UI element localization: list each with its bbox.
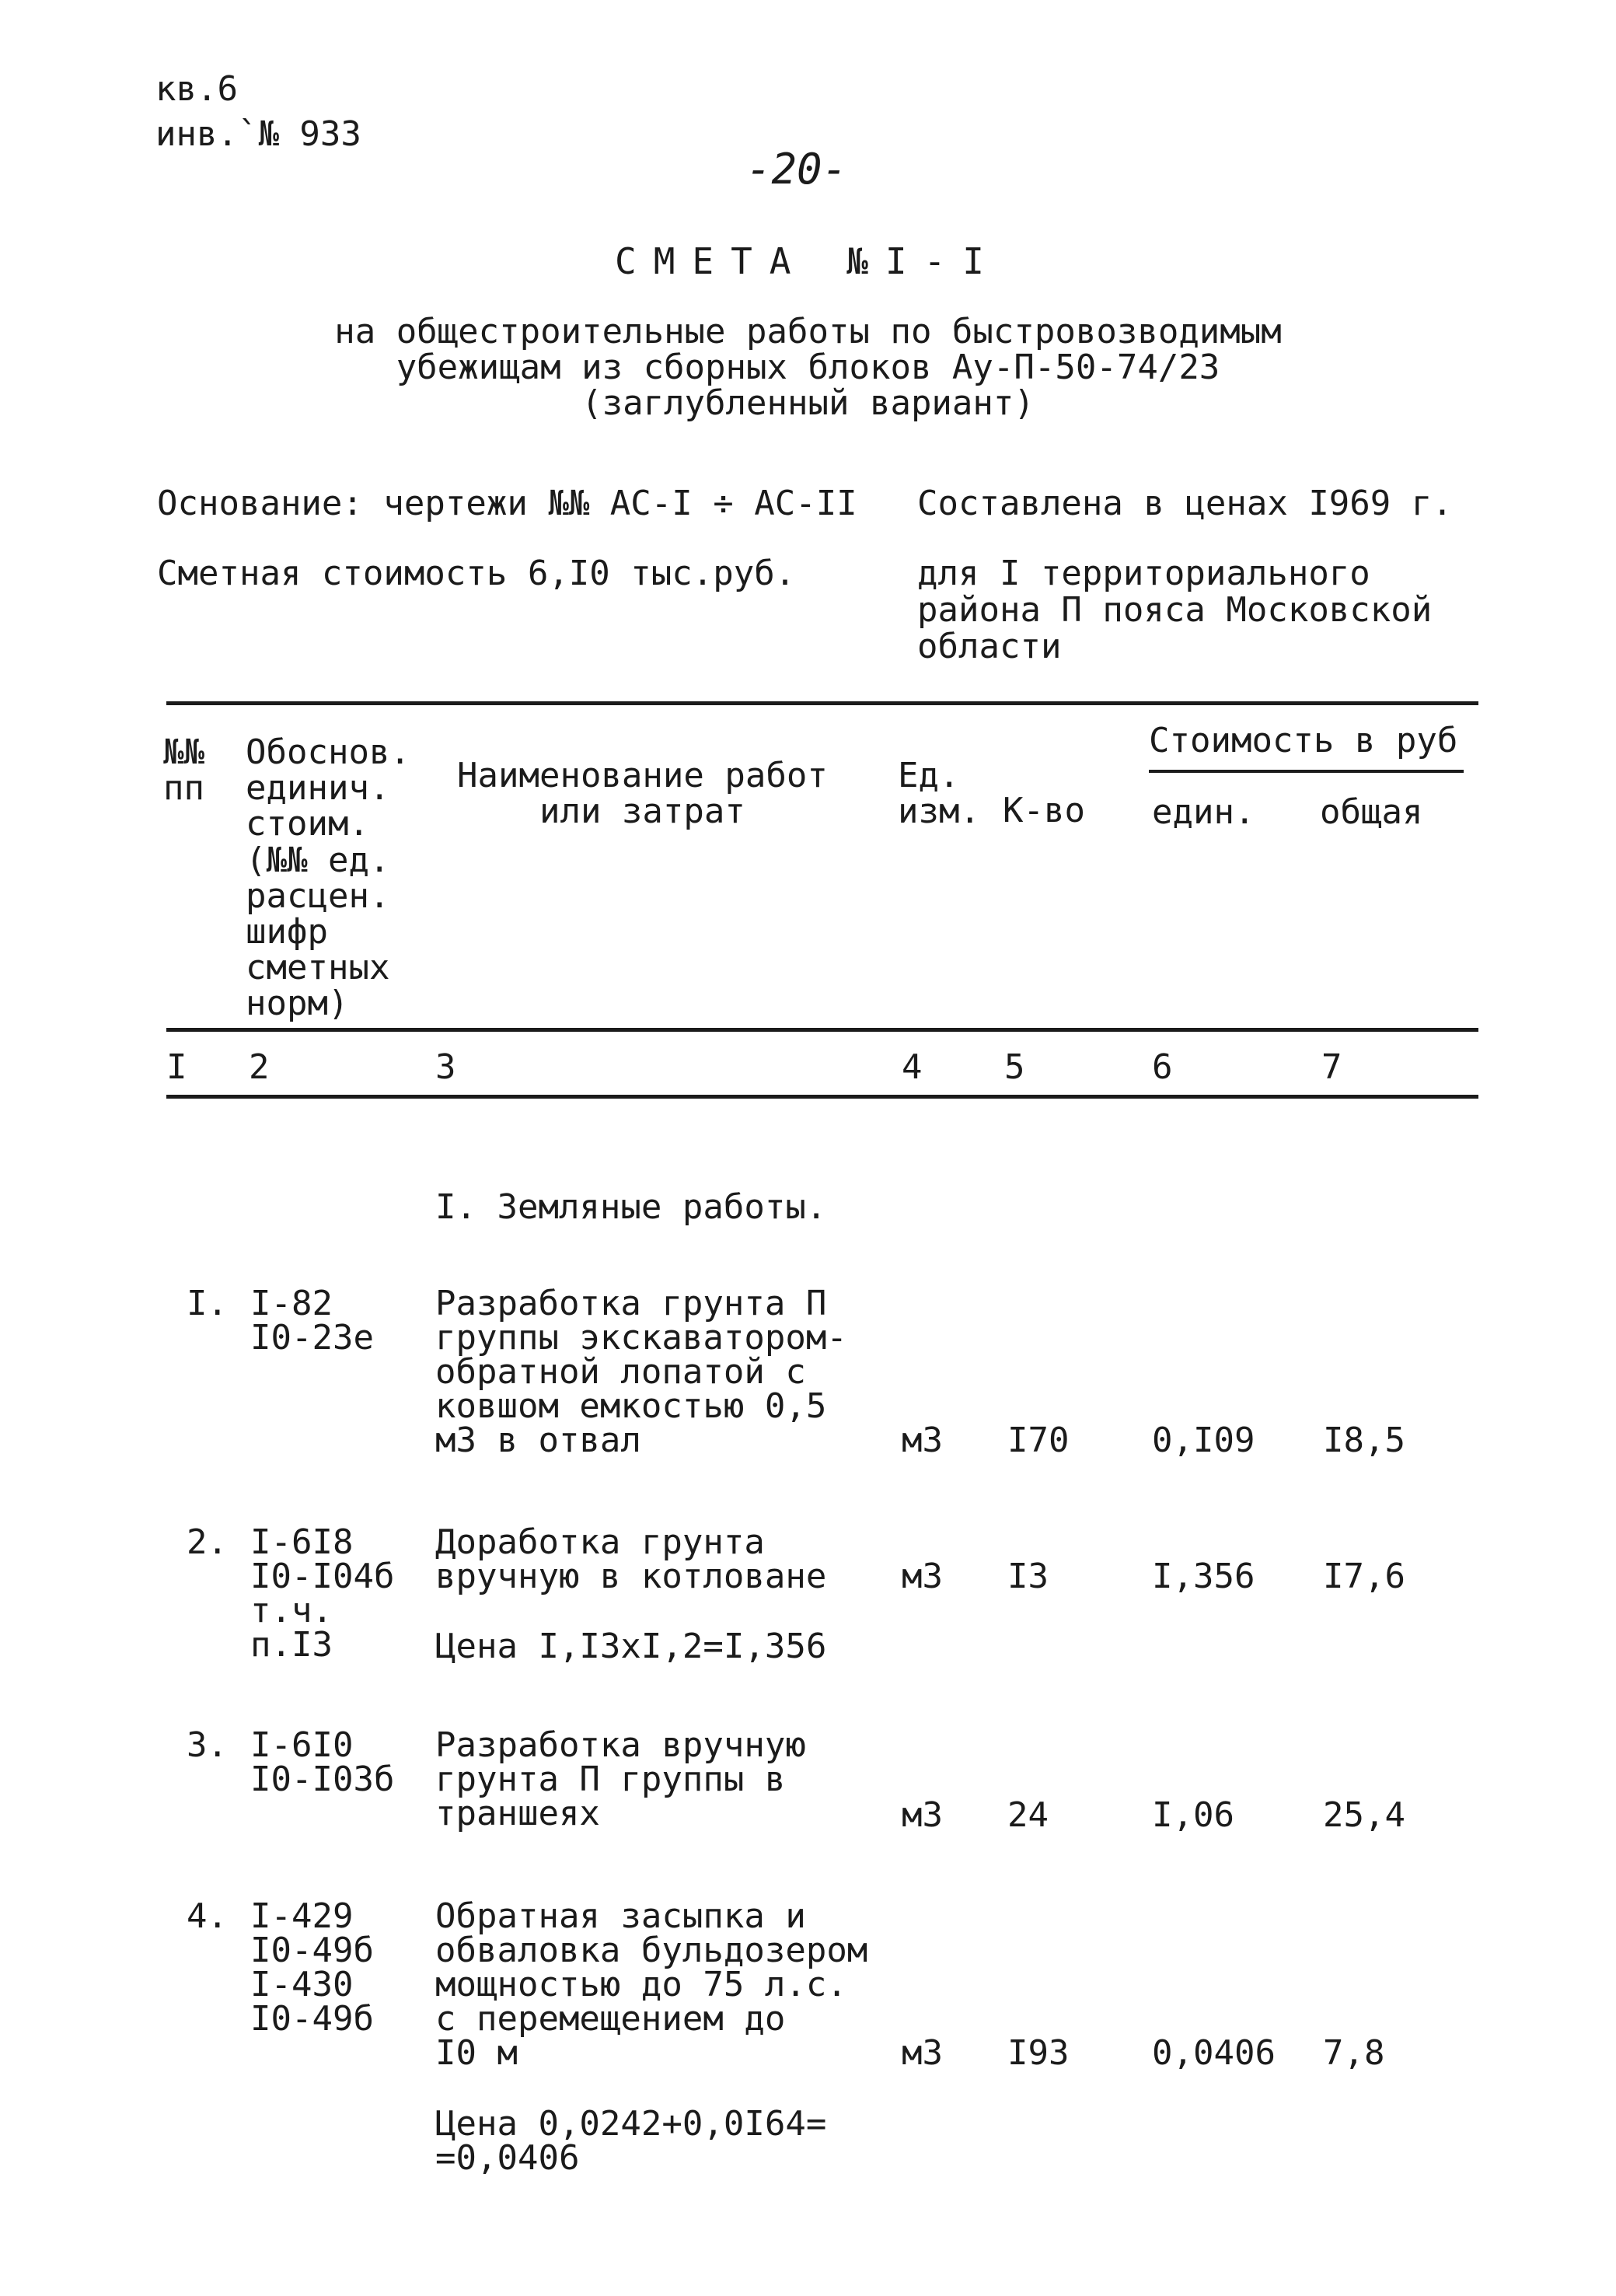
row-total: 7,8 <box>1323 2033 1385 2073</box>
header-bottom-rule <box>166 1028 1478 1032</box>
row-basis: I-6I8 I0-I04б т.ч. п.I3 <box>250 1522 395 1665</box>
archive-line-2: инв.`№ 933 <box>155 114 361 154</box>
region-line-3: области <box>917 627 1062 666</box>
column-numbers-rule <box>166 1095 1478 1099</box>
row-unit: м3 <box>902 1421 943 1460</box>
header-cost-group: Стоимость в руб <box>1149 721 1458 760</box>
region-line-2: района П пояса Московской <box>917 590 1433 630</box>
row-basis: I-6I0 I0-I03б <box>250 1725 395 1799</box>
row-qty: I93 <box>1007 2033 1070 2073</box>
subtitle-line-2: убежищам из сборных блоков Ау-П-50-74/23 <box>396 348 1220 387</box>
row-unit-cost: 0,I09 <box>1152 1421 1255 1460</box>
row-name: Разработка грунта П группы экскаватором- обратной лопатой с ковшом емкостью 0,5 м3 в отвал <box>435 1284 847 1460</box>
row-unit-cost: 0,0406 <box>1152 2033 1276 2073</box>
header-unit: Ед. изм. <box>898 756 980 832</box>
cost-line: Сметная стоимость 6,I0 тыс.руб. <box>157 554 796 593</box>
subtitle-line-3: (заглубленный вариант) <box>581 383 1035 423</box>
document-title: СМЕТА №I-I <box>615 240 1001 282</box>
row-note: Цена I,I3xI,2=I,356 <box>435 1627 827 1666</box>
row-unit: м3 <box>902 2033 943 2073</box>
row-unit: м3 <box>902 1795 943 1835</box>
cost-group-rule <box>1149 770 1464 773</box>
row-basis: I-429 I0-49б I-430 I0-49б <box>250 1896 374 2039</box>
row-num: 3. <box>187 1725 228 1765</box>
row-basis: I-82 I0-23е <box>250 1284 374 1358</box>
row-num: I. <box>187 1284 228 1323</box>
row-total: 25,4 <box>1323 1795 1405 1835</box>
archive-line-1: кв.6 <box>155 69 238 109</box>
row-note: Цена 0,0242+0,0I64= =0,0406 <box>435 2104 827 2178</box>
col-number-2: 2 <box>249 1047 270 1087</box>
header-total: общая <box>1320 792 1423 832</box>
row-qty: I3 <box>1007 1557 1049 1596</box>
header-unit-cost: един. <box>1152 792 1255 832</box>
prices-line: Составлена в ценах I969 г. <box>917 484 1453 523</box>
col-number-5: 5 <box>1004 1047 1025 1087</box>
table-top-rule <box>166 701 1478 705</box>
row-num: 2. <box>187 1522 228 1562</box>
row-qty: I70 <box>1007 1421 1070 1460</box>
header-basis: Обоснов. единич. стоим. (№№ ед. расцен. шифр сметных норм) <box>246 732 410 1024</box>
header-qty: К-во <box>1003 791 1085 830</box>
col-number-6: 6 <box>1152 1047 1173 1087</box>
col-number-3: 3 <box>435 1047 456 1087</box>
region-line-1: для I территориального <box>917 554 1370 593</box>
row-unit-cost: I,06 <box>1152 1795 1234 1835</box>
basis-line: Основание: чертежи №№ АС-I ÷ АС-II <box>157 484 857 523</box>
col-number-1: I <box>166 1047 187 1087</box>
subtitle-line-1: на общестроительные работы по быстровозводимым <box>334 312 1282 351</box>
header-num: №№ пп <box>163 732 204 809</box>
col-number-7: 7 <box>1321 1047 1342 1087</box>
page-number: -20- <box>746 145 848 194</box>
col-number-4: 4 <box>902 1047 923 1087</box>
row-name: Доработка грунта вручную в котловане <box>435 1522 827 1596</box>
row-total: I8,5 <box>1323 1421 1405 1460</box>
row-name: Обратная засыпка и обваловка бульдозером мощностью до 75 л.с. с перемещением до I0 м <box>435 1896 868 2073</box>
row-name: Разработка вручную грунта П группы в траншеях <box>435 1725 806 1833</box>
row-unit-cost: I,356 <box>1152 1557 1255 1596</box>
row-total: I7,6 <box>1323 1557 1405 1596</box>
row-qty: 24 <box>1007 1795 1049 1835</box>
header-name: Наименование работ или затрат <box>457 756 828 832</box>
section-title: I. Земляные работы. <box>435 1187 827 1227</box>
row-unit: м3 <box>902 1557 943 1596</box>
row-num: 4. <box>187 1896 228 1936</box>
